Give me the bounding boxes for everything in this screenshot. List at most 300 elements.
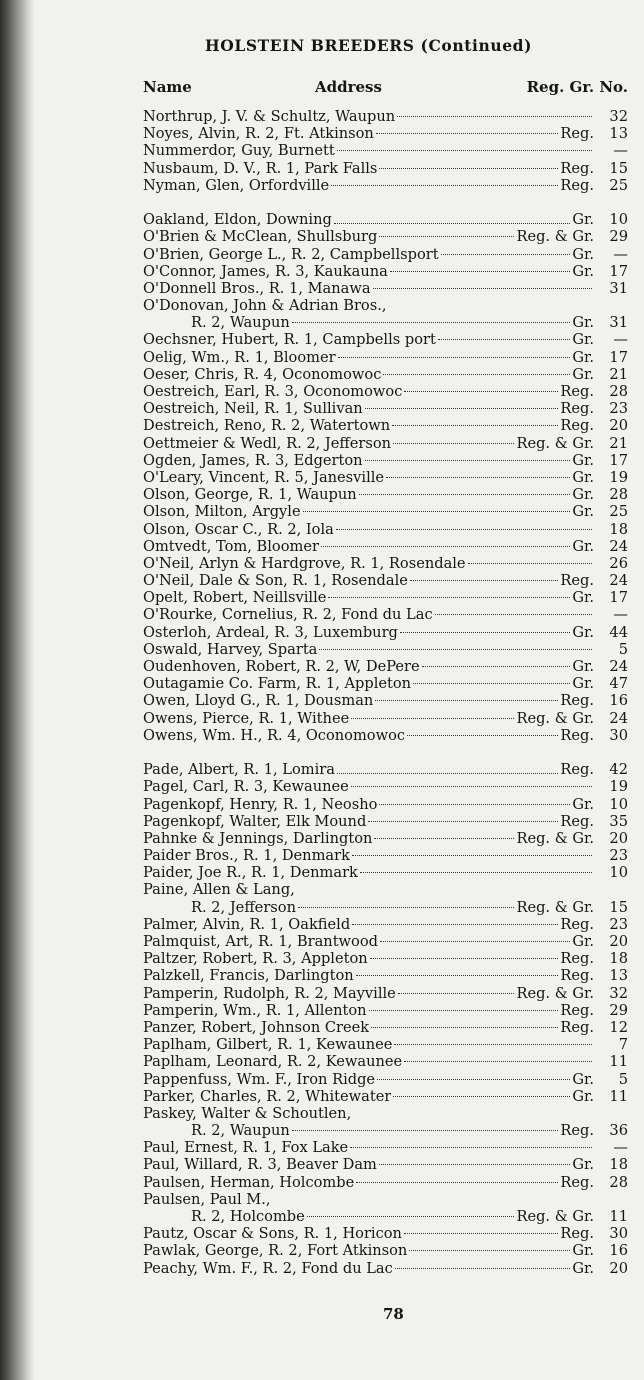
registration-class: Reg. [560,176,594,194]
breeder-entry [143,194,628,228]
registration-class: Gr. [572,795,594,813]
breeder-name-address: Destreich, Reno, R. 2, Watertown [143,417,391,435]
breeder-name-address: Panzer, Robert, Johnson Creek [143,1018,370,1036]
herd-count: 28 [609,383,628,401]
breeder-entry [143,589,628,606]
breeder-name-address: O'Brien & McClean, Shullsburg [143,228,378,246]
breeder-name-address: R. 2, Jefferson [191,898,296,916]
breeder-name-address: Palmer, Alvin, R. 1, Oakfield [143,915,351,933]
registration-class: Reg. [560,950,594,968]
breeder-name-address: Nyman, Glen, Orfordville [143,176,330,194]
registration-class: Reg. [560,692,594,710]
breeder-entry [143,813,628,830]
dot-leader [380,941,570,942]
dot-leader [398,993,515,994]
dot-leader [365,460,571,461]
breeder-name-address: Paider, Joe R., R. 1, Denmark [143,864,358,882]
breeder-name-address: Pagel, Carl, R. 3, Kewaunee [143,778,349,796]
herd-count: 26 [609,554,628,572]
dot-leader [356,1182,558,1183]
breeder-entry [143,486,628,503]
breeder-name-address: Peachy, Wm. F., R. 2, Fond du Lac [143,1259,393,1277]
breeder-name-address: Owens, Wm. H., R. 4, Oconomowoc [143,726,406,744]
herd-count: 16 [609,1242,628,1260]
breeder-name-address: Paltzer, Robert, R. 3, Appleton [143,950,368,968]
breeder-name-address: Pahnke & Jennings, Darlington [143,829,373,847]
dot-leader [394,1044,592,1045]
registration-class: Reg. [560,812,594,830]
dot-leader [368,821,558,822]
breeder-entry [143,503,628,520]
registration-class: Reg. & Gr. [516,228,594,246]
column-header-reg-gr-no: Reg. Gr. No. [526,78,628,96]
breeder-name-address: R. 2, Waupun [191,1122,290,1140]
dot-leader [441,254,571,255]
herd-count: 28 [609,1173,628,1191]
registration-class: Reg. [560,1001,594,1019]
registration-class: Gr. [572,933,594,951]
dot-leader [422,666,571,667]
dot-leader [303,511,571,512]
dot-leader [393,443,514,444]
herd-count: 16 [609,692,628,710]
breeder-name-address: Paplham, Leonard, R. 2, Kewaunee [143,1053,403,1071]
breeder-name-address: Oudenhoven, Robert, R. 2, W, DePere [143,658,420,676]
registration-class: Reg. [560,159,594,177]
breeder-entry [143,1002,628,1019]
herd-count: 13 [609,967,628,985]
breeder-entry [143,1071,628,1088]
dot-leader [376,133,559,134]
registration-class: Gr. [572,1259,594,1277]
breeder-entry [143,1156,628,1173]
registration-class: Gr. [572,451,594,469]
dot-leader [390,271,570,272]
dot-leader [373,288,592,289]
breeder-name-address: O'Connor, James, R. 3, Kaukauna [143,262,388,280]
herd-count: 47 [609,675,628,693]
breeder-name-address: Oechsner, Hubert, R. 1, Campbells port [143,331,436,349]
herd-count: 20 [609,417,628,435]
registration-class: Gr. [572,468,594,486]
herd-count: 18 [609,950,628,968]
breeder-name-address: Paul, Willard, R. 3, Beaver Dam [143,1156,377,1174]
dot-leader [374,838,514,839]
registration-class: Gr. [572,1242,594,1260]
dot-leader [321,546,570,547]
breeder-entry [143,1053,628,1070]
breeder-name-address: Osterloh, Ardeal, R. 3, Luxemburg [143,623,398,641]
dot-leader [468,563,592,564]
registration-class: Gr. [572,1070,594,1088]
registration-class: Reg. [560,1018,594,1036]
herd-count: 11 [609,1087,628,1105]
breeder-entry [143,280,628,297]
herd-count: 32 [609,108,628,125]
herd-count: 21 [609,434,628,452]
breeder-name-address: Paider Bros., R. 1, Denmark [143,847,350,865]
herd-count: 18 [609,520,628,538]
registration-class: Gr. [572,331,594,349]
breeder-entry [143,692,628,709]
breeder-name-address: Olson, Milton, Argyle [143,503,301,521]
registration-class: Reg. [560,417,594,435]
breeder-entry [143,1139,628,1156]
registration-class: Gr. [572,1156,594,1174]
breeder-entry [143,572,628,589]
breeder-entry [143,727,628,744]
dot-leader [383,374,570,375]
breeder-name-address: Oestreich, Earl, R. 3, Oconomowoc [143,383,403,401]
column-headers [143,78,628,98]
dot-leader [393,1096,570,1097]
herd-count: 17 [609,589,628,607]
breeder-entry [143,744,628,778]
breeder-name-address: Parker, Charles, R. 2, Whitewater [143,1087,392,1105]
breeder-entry [143,435,628,452]
dot-leader [338,357,571,358]
breeder-entry [143,469,628,486]
breeder-name-address: Northrup, J. V. & Schultz, Waupun [143,108,396,125]
breeder-entry [143,1036,628,1053]
registration-class: Reg. & Gr. [516,709,594,727]
breeder-name-address: Paulsen, Herman, Holcombe [143,1173,355,1191]
breeder-name-address: O'Donnell Bros., R. 1, Manawa [143,279,371,297]
dot-leader [410,580,558,581]
herd-count: 7 [618,1036,628,1054]
herd-count: 44 [609,623,628,641]
herd-count: 25 [609,176,628,194]
breeder-name-address: Owens, Pierce, R. 1, Withee [143,709,350,727]
registration-class: Reg. [560,125,594,143]
dot-leader [400,632,570,633]
registration-class: Gr. [572,537,594,555]
dot-leader [404,1233,558,1234]
breeder-entry [143,985,628,1002]
registration-class: Reg. & Gr. [516,984,594,1002]
breeder-entry [143,331,628,348]
dot-leader [438,339,570,340]
herd-count: 23 [609,847,628,865]
breeder-name-address: Outagamie Co. Farm, R. 1, Appleton [143,675,412,693]
dot-leader [379,168,558,169]
registration-class: Gr. [572,262,594,280]
breeder-entry [143,400,628,417]
dot-leader [334,223,571,224]
registration-class: Reg. [560,761,594,779]
registration-class: Gr. [572,623,594,641]
registration-class: Gr. [572,365,594,383]
breeder-entry [143,864,628,881]
herd-count: — [613,331,628,349]
breeder-entry [143,1122,628,1139]
breeder-name-address: O'Leary, Vincent, R. 5, Janesville [143,468,385,486]
herd-count: 24 [609,572,628,590]
herd-count: 18 [609,1156,628,1174]
registration-class: Gr. [572,211,594,229]
dot-leader [371,1027,558,1028]
herd-count: 20 [609,1259,628,1277]
breeder-name-address: Oeser, Chris, R. 4, Oconomowoc [143,365,382,383]
breeder-entry [143,967,628,984]
herd-count: 30 [609,726,628,744]
breeder-entry [143,297,628,314]
herd-count: 35 [609,812,628,830]
dot-leader [369,1010,559,1011]
dot-leader [404,1061,592,1062]
herd-count: 15 [609,159,628,177]
registration-class: Reg. [560,572,594,590]
herd-count: 32 [609,984,628,1002]
breeder-entry [143,142,628,159]
herd-count: 29 [609,228,628,246]
breeder-name-address: Noyes, Alvin, R. 2, Ft. Atkinson [143,125,374,143]
dot-leader [319,649,592,650]
herd-count: 23 [609,915,628,933]
breeder-entry [143,228,628,245]
breeder-name-address: Palzkell, Francis, Darlington [143,967,354,985]
dot-leader [370,958,559,959]
herd-count: 30 [609,1225,628,1243]
breeder-entry [143,1088,628,1105]
breeder-entry [143,521,628,538]
breeder-name-address: O'Donovan, John & Adrian Bros., [143,297,387,315]
breeder-name-address: O'Rourke, Cornelius, R. 2, Fond du Lac [143,606,433,624]
breeder-name-address: Ogden, James, R. 3, Edgerton [143,451,363,469]
herd-count: 36 [609,1122,628,1140]
registration-class: Reg. [560,915,594,933]
registration-class: Gr. [572,658,594,676]
breeder-name-address: Pagenkopf, Henry, R. 1, Neosho [143,795,378,813]
herd-count: — [613,142,628,160]
breeder-entry [143,555,628,572]
registration-class: Reg. & Gr. [516,434,594,452]
breeder-name-address: Oakland, Eldon, Downing [143,211,332,229]
breeder-entry [143,314,628,331]
herd-count: 5 [618,640,628,658]
herd-count: — [613,245,628,263]
herd-count: 11 [609,1208,628,1226]
herd-count: 31 [609,314,628,332]
herd-count: — [613,1139,628,1157]
breeder-name-address: O'Brien, George L., R. 2, Campbellsport [143,245,439,263]
book-spine-shadow [0,0,34,1380]
herd-count: 17 [609,348,628,366]
dot-leader [392,425,558,426]
dot-leader [337,150,592,151]
dot-leader [407,735,558,736]
herd-count: 20 [609,829,628,847]
dot-leader [386,477,570,478]
dot-leader [292,1130,559,1131]
breeder-name-address: Paskey, Walter & Schoutlen, [143,1104,352,1122]
herd-count: — [613,606,628,624]
registration-class: Reg. & Gr. [516,898,594,916]
herd-count: 21 [609,365,628,383]
herd-count: 19 [609,468,628,486]
breeder-name-address: Paulsen, Paul M., [143,1190,271,1208]
herd-count: 31 [609,279,628,297]
dot-leader [350,1147,592,1148]
breeder-name-address: Oestreich, Neil, R. 1, Sullivan [143,400,363,418]
breeder-entry [143,830,628,847]
herd-count: 11 [609,1053,628,1071]
registration-class: Reg. [560,1225,594,1243]
breeder-name-address: Nummerdor, Guy, Burnett [143,142,335,160]
breeder-entry [143,847,628,864]
breeder-name-address: Opelt, Robert, Neillsville [143,589,327,607]
dot-leader [365,408,559,409]
breeder-entry [143,452,628,469]
breeder-entry [143,1208,628,1225]
breeder-entry [143,1191,628,1208]
herd-count: 12 [609,1018,628,1036]
breeder-name-address: Nusbaum, D. V., R. 1, Park Falls [143,159,378,177]
dot-leader [375,700,558,701]
dot-leader [379,1164,570,1165]
herd-count: 10 [609,864,628,882]
breeder-entry [143,125,628,142]
herd-count: 19 [609,778,628,796]
herd-count: 28 [609,486,628,504]
registration-class: Reg. [560,1173,594,1191]
herd-count: 24 [609,658,628,676]
dot-leader [404,391,558,392]
dot-leader [352,924,558,925]
dot-leader [377,1079,570,1080]
registration-class: Gr. [572,1087,594,1105]
breeder-entry [143,796,628,813]
breeder-name-address: Pade, Albert, R. 1, Lomira [143,761,335,779]
herd-count: 24 [609,537,628,555]
breeder-name-address: R. 2, Holcombe [191,1208,305,1226]
herd-count: 20 [609,933,628,951]
breeder-name-address: Palmquist, Art, R. 1, Brantwood [143,933,378,951]
dot-leader [409,1250,570,1251]
breeder-entry [143,675,628,692]
breeder-entry [143,778,628,795]
breeder-entry [143,933,628,950]
dot-leader [307,1216,515,1217]
dot-leader [328,597,570,598]
registration-class: Gr. [572,486,594,504]
dot-leader [379,804,570,805]
herd-count: 25 [609,503,628,521]
registration-class: Reg. [560,383,594,401]
breeder-name-address: Paul, Ernest, R. 1, Fox Lake [143,1139,349,1157]
herd-count: 24 [609,709,628,727]
breeder-entry [143,538,628,555]
breeder-name-address: O'Neil, Arlyn & Hardgrove, R. 1, Rosendale [143,554,466,572]
herd-count: 29 [609,1001,628,1019]
dot-leader [413,683,570,684]
breeder-entry [143,710,628,727]
dot-leader [360,872,592,873]
dot-leader [379,236,514,237]
breeder-entry [143,349,628,366]
breeder-name-address: Pawlak, George, R. 2, Fort Atkinson [143,1242,408,1260]
dot-leader [397,116,592,117]
registration-class: Reg. [560,400,594,418]
breeder-name-address: Pautz, Oscar & Sons, R. 1, Horicon [143,1225,402,1243]
herd-count: 10 [609,795,628,813]
registration-class: Gr. [572,314,594,332]
breeder-entry [143,1260,628,1277]
breeder-entry [143,1242,628,1259]
column-header-address: Address [315,78,382,96]
registration-class: Gr. [572,245,594,263]
breeder-entry [143,383,628,400]
dot-leader [351,718,514,719]
breeder-name-address: Oettmeier & Wedl, R. 2, Jefferson [143,434,392,452]
breeder-name-address: Paplham, Gilbert, R. 1, Kewaunee [143,1036,393,1054]
dot-leader [359,494,571,495]
herd-count: 23 [609,400,628,418]
breeder-entry [143,1225,628,1242]
breeder-name-address: Omtvedt, Tom, Bloomer [143,537,319,555]
breeder-entry [143,366,628,383]
registration-class: Gr. [572,589,594,607]
breeder-entry [143,658,628,675]
breeder-entry [143,624,628,641]
breeder-name-address: Paine, Allen & Lang, [143,881,295,899]
breeder-entry [143,177,628,194]
breeder-name-address: Pappenfuss, Wm. F., Iron Ridge [143,1070,376,1088]
registration-class: Reg. [560,967,594,985]
herd-count: 17 [609,262,628,280]
breeder-entry [143,108,628,125]
dot-leader [395,1268,571,1269]
breeder-name-address: O'Neil, Dale & Son, R. 1, Rosendale [143,572,408,590]
breeder-entry [143,881,628,898]
herd-count: 17 [609,451,628,469]
dot-leader [331,185,558,186]
breeder-name-address: Oswald, Harvey, Sparta [143,640,318,658]
breeder-entry [143,160,628,177]
page-number: 78 [383,1305,404,1323]
dot-leader [337,773,558,774]
breeder-entry [143,1019,628,1036]
breeder-name-address: Oelig, Wm., R. 1, Bloomer [143,348,336,366]
breeder-name-address: Olson, Oscar C., R. 2, Iola [143,520,334,538]
registration-class: Gr. [572,675,594,693]
breeder-name-address: Pamperin, Rudolph, R. 2, Mayville [143,984,396,1002]
breeder-entry [143,606,628,623]
herd-count: 10 [609,211,628,229]
dot-leader [352,855,592,856]
breeder-entry [143,1105,628,1122]
breeder-entry [143,417,628,434]
breeder-name-address: R. 2, Waupun [191,314,290,332]
breeder-name-address: Pagenkopf, Walter, Elk Mound [143,812,367,830]
registration-class: Reg. [560,1122,594,1140]
dot-leader [336,529,592,530]
breeder-name-address: Olson, George, R. 1, Waupun [143,486,357,504]
dot-leader [298,907,514,908]
registration-class: Reg. & Gr. [516,829,594,847]
herd-count: 13 [609,125,628,143]
registration-class: Gr. [572,348,594,366]
breeder-entry [143,899,628,916]
dot-leader [351,786,592,787]
registration-class: Reg. & Gr. [516,1208,594,1226]
herd-count: 42 [609,761,628,779]
breeder-name-address: Pamperin, Wm., R. 1, Allenton [143,1001,367,1019]
breeder-entry [143,263,628,280]
dot-leader [292,322,571,323]
registration-class: Gr. [572,503,594,521]
registration-class: Reg. [560,726,594,744]
